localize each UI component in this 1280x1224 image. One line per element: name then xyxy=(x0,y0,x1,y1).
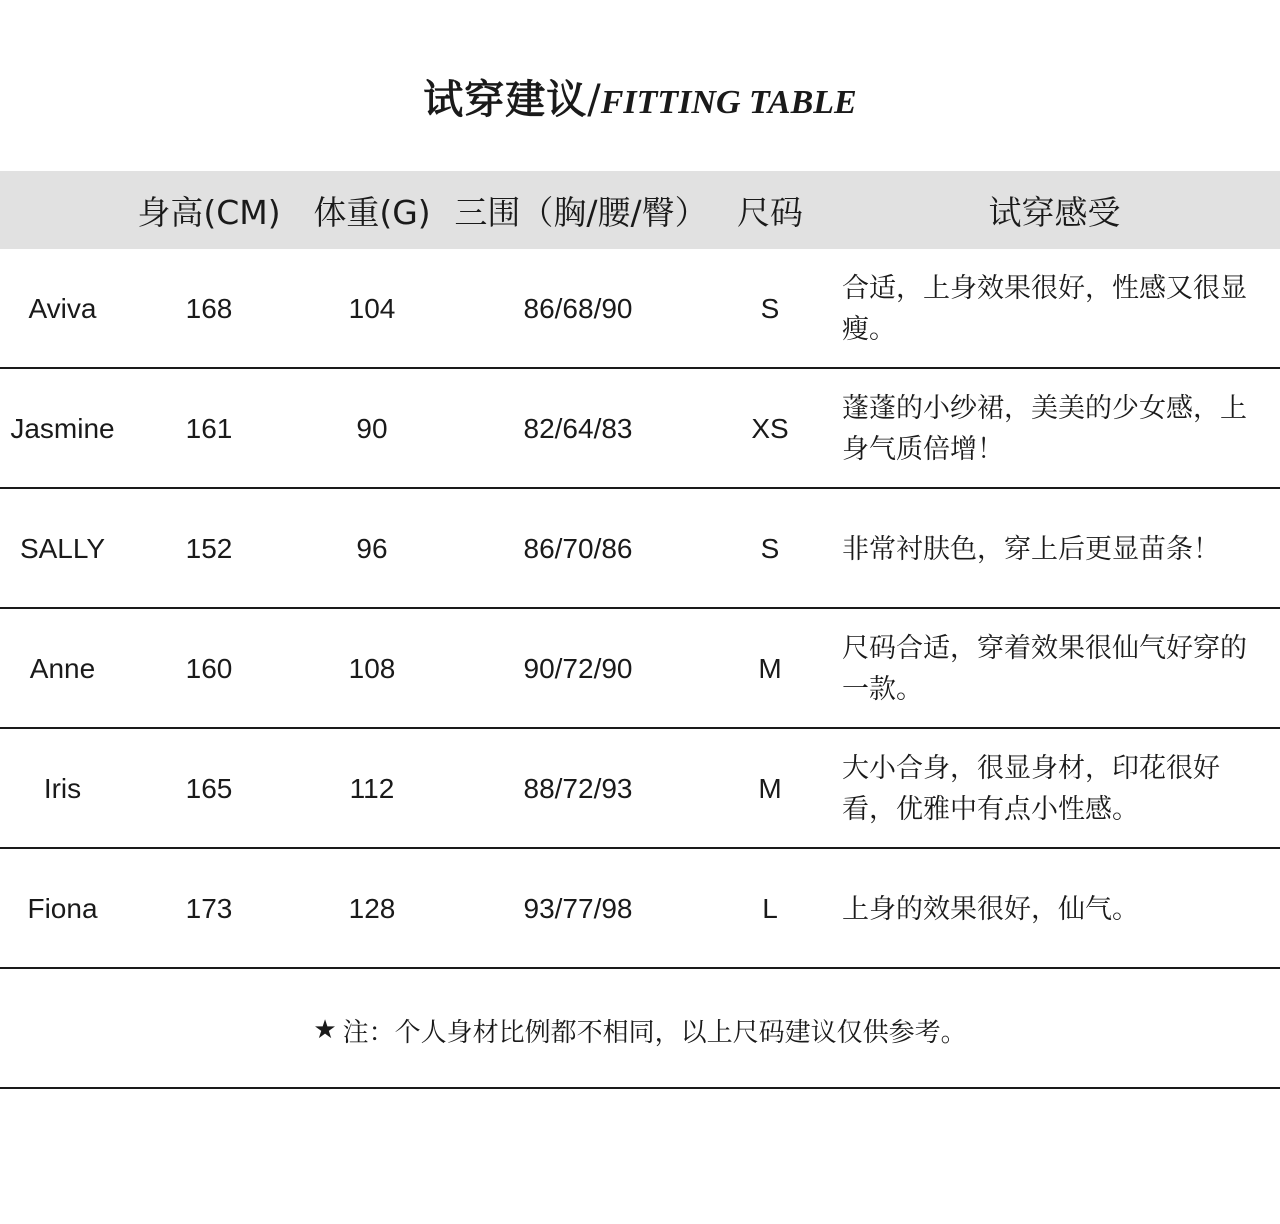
cell-measurements: 93/77/98 xyxy=(523,893,633,924)
cell-size: M xyxy=(758,773,782,804)
table-row xyxy=(0,489,1280,609)
cell-name: SALLY xyxy=(19,533,106,564)
title-slash: / xyxy=(587,77,601,123)
header-height: 身高(CM) xyxy=(137,192,281,232)
cell-name: Anne xyxy=(29,653,96,684)
title-en: FITTING TABLE xyxy=(600,84,857,121)
cell-weight: 112 xyxy=(349,773,395,804)
bottom-divider xyxy=(0,1087,1280,1089)
cell-height: 165 xyxy=(185,773,233,804)
cell-height: 168 xyxy=(185,293,233,324)
cell-weight: 108 xyxy=(348,653,396,684)
cell-height: 161 xyxy=(185,413,233,444)
cell-measurements: 86/68/90 xyxy=(523,293,633,324)
cell-measurements: 88/72/93 xyxy=(523,773,633,804)
header-feel: 试穿感受 xyxy=(988,192,1121,232)
cell-name: Aviva xyxy=(28,293,97,324)
cell-weight: 128 xyxy=(348,893,396,924)
header-size: 尺码 xyxy=(737,192,803,232)
cell-measurements: 90/72/90 xyxy=(523,653,633,684)
star-icon: ★ xyxy=(313,1015,337,1045)
table-row xyxy=(0,849,1280,969)
cell-measurements: 82/64/83 xyxy=(523,413,633,444)
cell-size: L xyxy=(762,893,778,924)
title-cn: 试穿建议 xyxy=(423,77,588,123)
cell-size: S xyxy=(760,533,780,564)
cell-height: 160 xyxy=(185,653,233,684)
cell-feel: 上身的效果很好，仙气。 xyxy=(842,893,1139,925)
cell-height: 152 xyxy=(185,533,233,564)
row-divider xyxy=(0,967,1280,969)
footnote-text: 注：个人身材比例都不相同，以上尺码建议仅供参考。 xyxy=(342,1017,967,1048)
cell-weight: 104 xyxy=(348,293,396,324)
cell-size: S xyxy=(760,293,780,324)
cell-name: Fiona xyxy=(27,893,98,924)
cell-feel: 蓬蓬的小纱裙，美美的少女感，上身气质倍增！ xyxy=(842,393,1247,465)
page-title xyxy=(0,70,1280,133)
footnote xyxy=(0,1000,1280,1060)
cell-size: M xyxy=(758,653,782,684)
cell-weight: 90 xyxy=(356,413,388,444)
cell-measurements: 86/70/86 xyxy=(523,533,633,564)
header-name xyxy=(0,171,125,249)
table-row xyxy=(0,249,1280,369)
cell-feel: 大小合身，很显身材，印花很好看，优雅中有点小性感。 xyxy=(842,753,1220,825)
cell-height: 173 xyxy=(185,893,233,924)
cell-feel: 合适，上身效果很好，性感又很显瘦。 xyxy=(842,273,1247,345)
cell-name: Jasmine xyxy=(10,413,115,444)
cell-weight: 96 xyxy=(356,533,388,564)
table-row xyxy=(0,369,1280,489)
table-row xyxy=(0,729,1280,849)
header-weight: 体重(G) xyxy=(313,192,431,232)
cell-size: XS xyxy=(751,413,789,444)
header-measurements: 三围（胸/腰/臀） xyxy=(454,192,708,232)
table-row xyxy=(0,609,1280,729)
cell-name: Iris xyxy=(43,773,82,804)
cell-feel: 尺码合适，穿着效果很仙气好穿的一款。 xyxy=(842,633,1247,705)
table-header xyxy=(0,171,1280,249)
cell-feel: 非常衬肤色，穿上后更显苗条！ xyxy=(842,533,1220,565)
